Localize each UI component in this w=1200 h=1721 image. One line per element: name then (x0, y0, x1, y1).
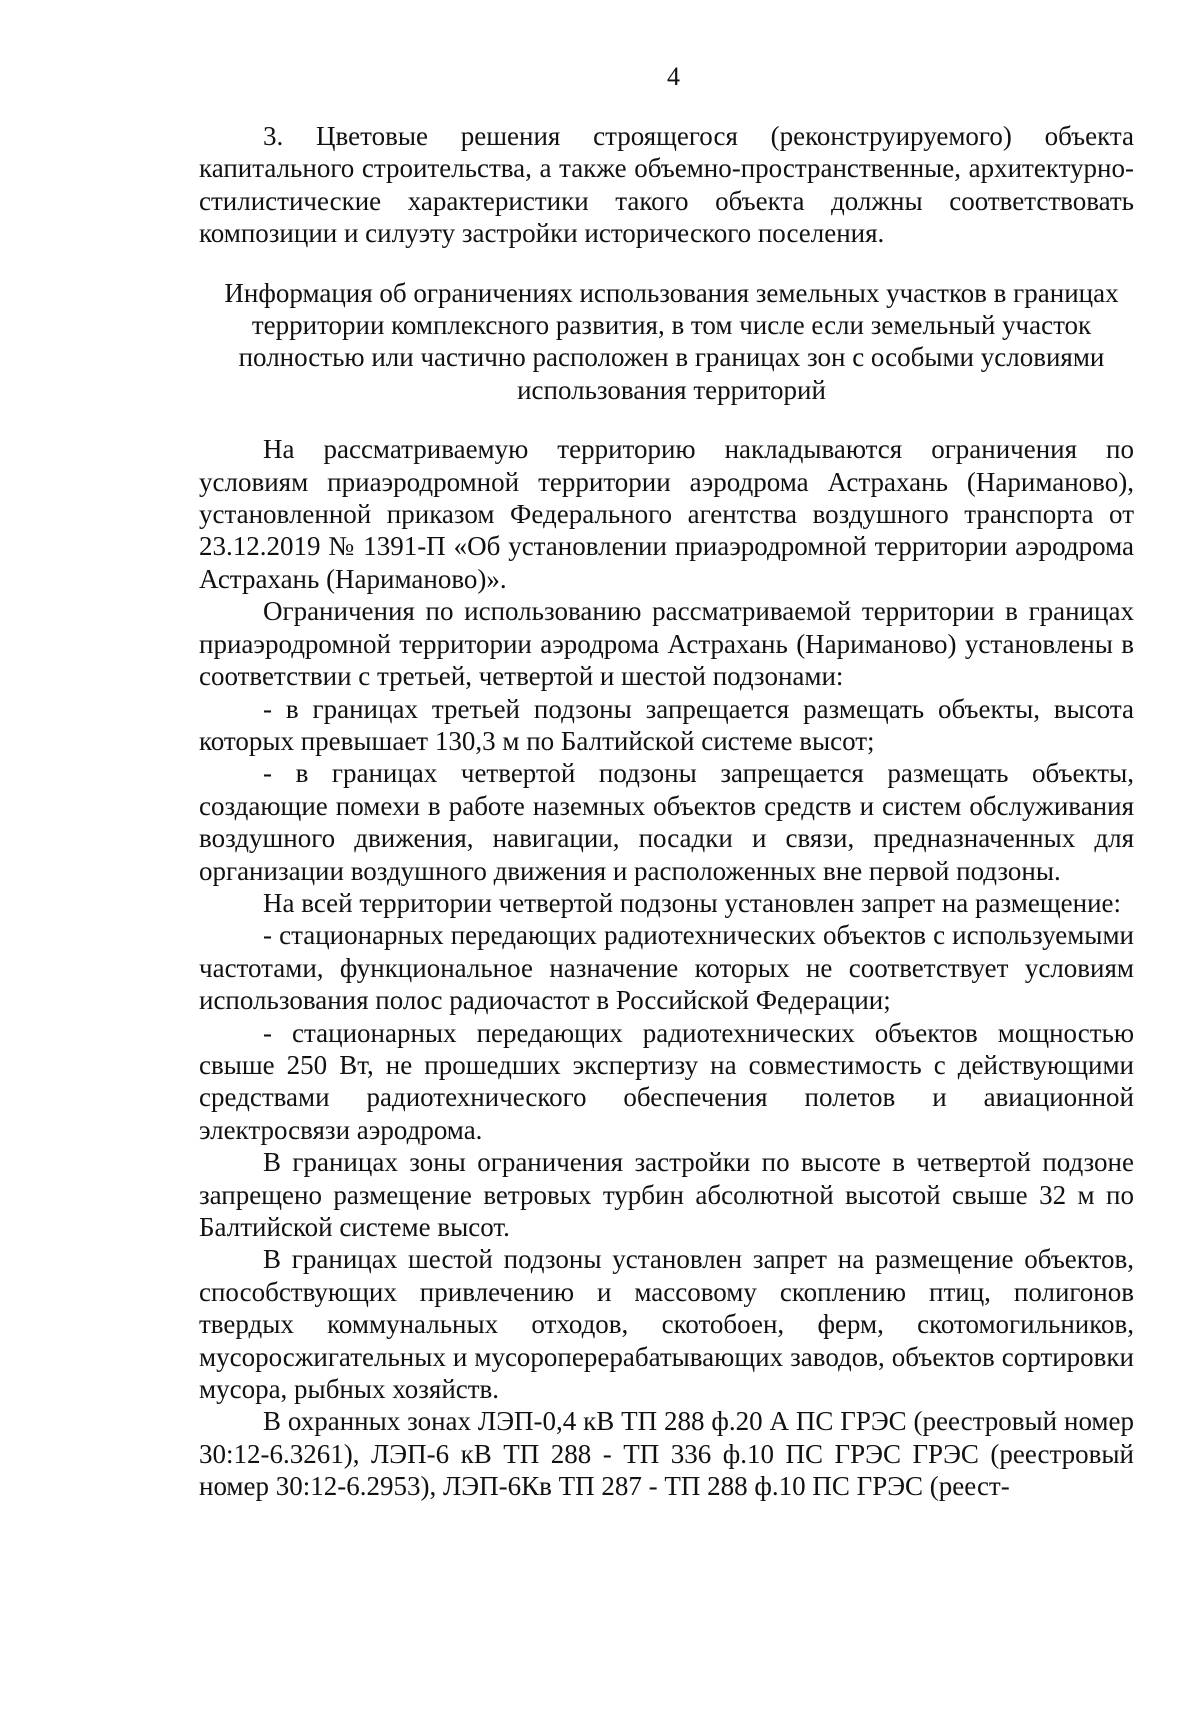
list-item-radio-power: - стационарных передающих радиотехнических объектов мощностью свыше 250 Вт, не прошедших экспертизу на совместимость с действующими средствами радиотехнического обеспечения полетов и авиационной электросвязи аэродрома. (199, 1017, 1134, 1145)
paragraph-restrictions-overview: На рассматриваемую территорию накладываются ограничения по условиям приаэродромной территории аэродрома Астрахань (Нариманово), установленной приказом Федерального агентства воздушного транспорта от 23.12.2019 № 1391-П «Об установлении приаэродромной территории аэродрома Астрахань (Нариманово)». (199, 434, 1134, 594)
section-heading: Информация об ограничениях использования земельных участков в границах территории комплексного развития, в том числе если земельный участок полностью или частично расположен в границах зон с особыми условиями использования территорий (224, 277, 1119, 405)
list-item-radio-frequencies: - стационарных передающих радиотехнических объектов с используемыми частотами, функциональное назначение которых не соответствует условиям использования полос радиочастот в Российской Федерации; (199, 920, 1134, 1016)
page-number: 4 (667, 62, 680, 91)
document-body (199, 120, 1134, 1503)
paragraph-power-line-zones: В охранных зонах ЛЭП-0,4 кВ ТП 288 ф.20 А ПС ГРЭС (реестровый номер 30:12-6.3261), ЛЭП-6 кВ ТП 288 - ТП 336 ф.10 ПС ГРЭС ГРЭС (реестровый номер 30:12-6.2953), ЛЭП-6Кв ТП 287 - ТП 288 ф.10 ПС ГРЭС (реест- (199, 1406, 1134, 1502)
intro-paragraph: 3. Цветовые решения строящегося (реконструируемого) объекта капитального строительства, а также объемно-пространственные, архитектурно-стилистические характеристики такого объекта должны соответствовать композиции и силуэту застройки исторического поселения. (199, 121, 1134, 249)
paragraph-subzones-intro: Ограничения по использованию рассматриваемой территории в границах приаэродромной территории аэродрома Астрахань (Нариманово) установлены в соответствии с третьей, четвертой и шестой подзонами: (199, 596, 1134, 692)
paragraph-sixth-subzone: В границах шестой подзоны установлен запрет на размещение объектов, способствующих привлечению и массовому скоплению птиц, полигонов твердых коммунальных отходов, скотобоен, ферм, скотомогильников, мусоросжигательных и мусороперерабатывающих заводов, объектов сортировки мусора, рыбных хозяйств. (199, 1244, 1134, 1405)
list-item-fourth-subzone: - в границах четвертой подзоны запрещается размещать объекты, создающие помехи в работе наземных объектов средств и систем обслуживания воздушного движения, навигации, посадки и связи, предназначенных для организации воздушного движения и расположенных вне первой подзоны. (199, 758, 1134, 886)
paragraph-wind-turbines: В границах зоны ограничения застройки по высоте в четвертой подзоне запрещено размещение ветровых турбин абсолютной высотой свыше 32 м по Балтийской системе высот. (199, 1147, 1134, 1242)
list-item-third-subzone: - в границах третьей подзоны запрещается размещать объекты, высота которых превышает 130,3 м по Балтийской системе высот; (199, 693, 1134, 756)
paragraph-fourth-subzone-ban: На всей территории четвертой подзоны установлен запрет на размещение: (263, 887, 1122, 918)
